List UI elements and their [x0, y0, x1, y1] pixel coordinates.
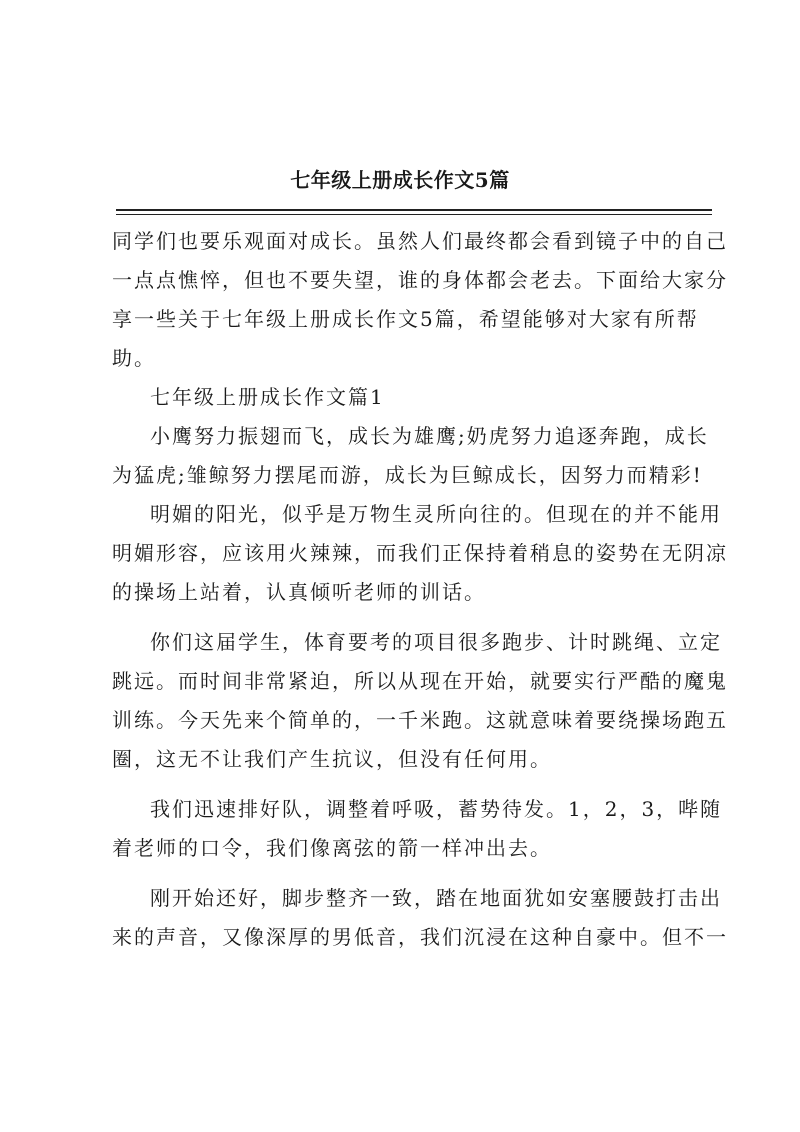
body-line: 小鹰努力振翅而飞，成长为雄鹰;奶虎努力追逐奔跑，成长 — [150, 424, 709, 448]
document-body — [112, 222, 728, 957]
body-line: 你们这届学生，体育要考的项目很多跑步、计时跳绳、立定 — [150, 630, 722, 654]
body-line: 享一些关于七年级上册成长作文5篇，希望能够对大家有所帮 — [112, 307, 699, 331]
body-line: 同学们也要乐观面对成长。虽然人们最终都会看到镜子中的自己 — [112, 229, 728, 253]
body-line: 为猛虎;雏鲸努力摆尾而游，成长为巨鲸成长，因努力而精彩! — [112, 463, 703, 487]
body-line: 来的声音，又像深厚的男低音，我们沉浸在这种自豪中。但不一 — [112, 925, 728, 949]
body-line: 我们迅速排好队，调整着呼吸，蓄势待发。1，2，3，哔随 — [150, 797, 723, 821]
body-line: 着老师的口令，我们像离弦的箭一样冲出去。 — [112, 836, 552, 860]
body-line: 跳远。而时间非常紧迫，所以从现在开始，就要实行严酷的魔鬼 — [112, 669, 728, 693]
body-line: 助。 — [112, 346, 156, 370]
document-title: 七年级上册成长作文5篇 — [290, 168, 510, 192]
body-line: 刚开始还好，脚步整齐一致，踏在地面犹如安塞腰鼓打击出 — [150, 886, 722, 910]
body-line: 的操场上站着，认真倾听老师的训话。 — [112, 580, 486, 604]
body-line: 明媚的阳光，似乎是万物生灵所向往的。但现在的并不能用 — [150, 502, 722, 526]
title-rule-thick — [116, 209, 712, 211]
body-line: 训练。今天先来个简单的，一千米跑。这就意味着要绕操场跑五 — [112, 708, 728, 732]
body-line: 一点点憔悴，但也不要失望，谁的身体都会老去。下面给大家分 — [112, 268, 728, 292]
body-line: 圈，这无不让我们产生抗议，但没有任何用。 — [112, 747, 552, 771]
body-line: 明媚形容，应该用火辣辣，而我们正保持着稍息的姿势在无阴凉 — [112, 541, 728, 565]
title-rule-thin — [116, 214, 712, 215]
section-heading: 七年级上册成长作文篇1 — [150, 385, 385, 409]
